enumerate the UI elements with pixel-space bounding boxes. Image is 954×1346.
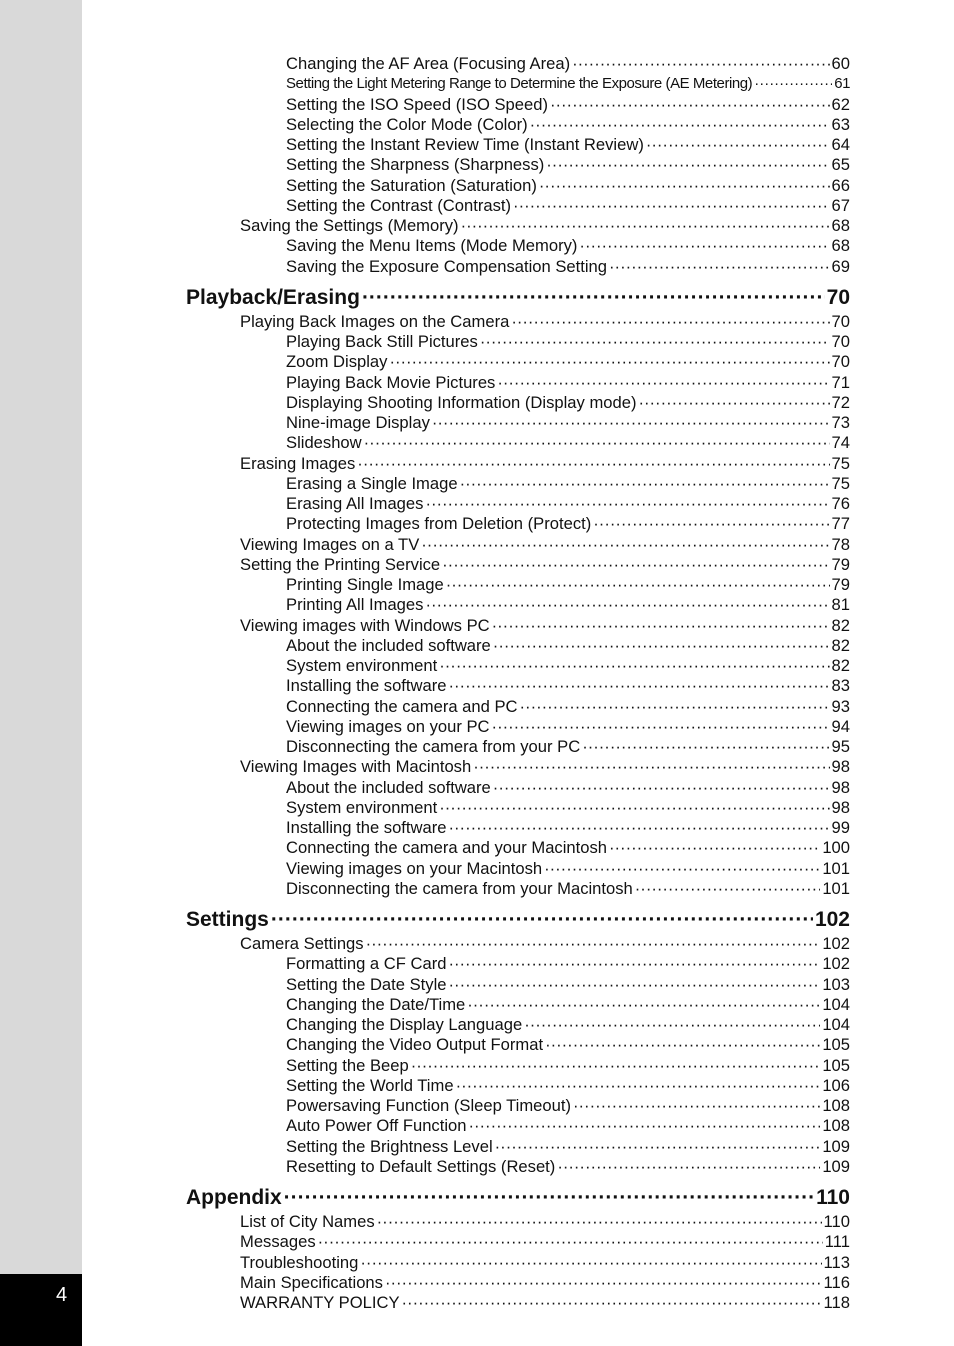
toc-leader-dots bbox=[425, 595, 829, 615]
toc-entry-title: Installing the software bbox=[286, 676, 447, 696]
toc-entry[interactable] bbox=[286, 595, 850, 615]
toc-entry-title: Disconnecting the camera from your Macintosh bbox=[286, 878, 633, 898]
toc-entry[interactable] bbox=[286, 332, 850, 352]
toc-entry-title: Playing Back Still Pictures bbox=[286, 332, 478, 351]
toc-entry-page: 79 bbox=[831, 575, 850, 594]
toc-leader-dots bbox=[480, 332, 830, 352]
toc-entry-title: List of City Names bbox=[240, 1212, 375, 1231]
toc-entry-title: Main Specifications bbox=[240, 1272, 383, 1292]
toc-entry-page: 69 bbox=[831, 256, 850, 276]
toc-leader-dots bbox=[460, 474, 830, 494]
toc-entry-title: Camera Settings bbox=[240, 934, 364, 953]
toc-entry[interactable] bbox=[286, 135, 850, 155]
toc-entry-title: Printing All Images bbox=[286, 595, 424, 615]
toc-entry-page: 70 bbox=[831, 332, 850, 351]
toc-leader-dots bbox=[572, 54, 829, 74]
toc-entry[interactable] bbox=[286, 1056, 850, 1076]
toc-leader-dots bbox=[385, 1273, 822, 1293]
toc-entry-title: System environment bbox=[286, 656, 438, 675]
toc-entry-title: Troubleshooting bbox=[240, 1252, 359, 1272]
toc-entry-title: Viewing images with Windows PC bbox=[240, 615, 490, 635]
toc-leader-dots bbox=[513, 196, 829, 216]
toc-entry-title: About the included software bbox=[286, 635, 491, 655]
toc-entry-page: 98 bbox=[831, 797, 850, 817]
toc-entry[interactable] bbox=[286, 575, 850, 595]
toc-leader-dots bbox=[609, 838, 820, 858]
toc-leader-dots bbox=[402, 1293, 822, 1313]
toc-entry-page: 64 bbox=[831, 135, 850, 154]
toc-entry-title: Slideshow bbox=[286, 433, 362, 453]
toc-entry-title: Setting the Sharpness (Sharpness) bbox=[286, 155, 545, 175]
toc-entry-page: 82 bbox=[831, 635, 850, 655]
toc-leader-dots bbox=[425, 494, 829, 514]
toc-entry[interactable] bbox=[286, 433, 850, 453]
toc-entry-title: Protecting Images from Deletion (Protect) bbox=[286, 514, 592, 534]
toc-entry[interactable] bbox=[286, 778, 850, 798]
toc-entry-title: Messages bbox=[240, 1232, 316, 1252]
toc-entry-title: Playing Back Images on the Camera bbox=[240, 311, 510, 331]
toc-entry[interactable] bbox=[240, 535, 850, 555]
toc-entry[interactable] bbox=[286, 1096, 850, 1116]
toc-entry[interactable] bbox=[286, 1157, 850, 1177]
toc-entry-title: Setting the Printing Service bbox=[240, 554, 441, 574]
toc-entry-page: 75 bbox=[831, 453, 850, 473]
toc-entry-page: 102 bbox=[822, 954, 850, 974]
toc-entry-title: Changing the AF Area (Focusing Area) bbox=[286, 54, 571, 73]
toc-entry-title: Saving the Menu Items (Mode Memory) bbox=[286, 236, 578, 256]
toc-entry[interactable] bbox=[286, 717, 850, 737]
toc-entry-page: 66 bbox=[831, 175, 850, 195]
toc-entry[interactable] bbox=[286, 115, 850, 135]
toc-entry[interactable] bbox=[286, 352, 850, 372]
toc-entry[interactable] bbox=[240, 1232, 850, 1252]
toc-entry-page: 74 bbox=[831, 433, 850, 453]
toc-entry[interactable] bbox=[240, 1273, 850, 1293]
toc-leader-dots bbox=[467, 995, 820, 1015]
toc-entry-page: 100 bbox=[822, 838, 850, 858]
toc-leader-dots bbox=[442, 555, 829, 575]
toc-entry-page: 68 bbox=[831, 236, 850, 256]
toc-entry[interactable] bbox=[240, 216, 850, 236]
toc-entry[interactable] bbox=[286, 373, 850, 393]
toc-entry-page: 105 bbox=[822, 1035, 850, 1055]
toc-entry-title: Viewing images on your PC bbox=[286, 716, 490, 736]
toc-entry-page: 109 bbox=[822, 1156, 850, 1176]
toc-entry[interactable] bbox=[286, 494, 850, 514]
toc-entry-page: 98 bbox=[831, 777, 850, 797]
toc-leader-dots bbox=[754, 74, 832, 94]
toc-leader-dots bbox=[609, 257, 830, 277]
toc-entry-title: Setting the Saturation (Saturation) bbox=[286, 175, 537, 195]
toc-entry-title: Setting the World Time bbox=[286, 1075, 454, 1095]
toc-entry-page: 77 bbox=[831, 514, 850, 534]
toc-entry-page: 99 bbox=[831, 818, 850, 837]
toc-leader-dots bbox=[524, 1015, 820, 1035]
toc-entry-page: 101 bbox=[822, 858, 850, 878]
toc-entry-page: 70 bbox=[826, 285, 850, 309]
toc-entry[interactable] bbox=[286, 995, 850, 1015]
toc-leader-dots bbox=[545, 1035, 820, 1055]
toc-entry[interactable] bbox=[286, 514, 850, 534]
toc-leader-dots bbox=[635, 879, 821, 899]
toc-leader-dots bbox=[530, 115, 830, 135]
toc-entry-page: 62 bbox=[831, 94, 850, 114]
toc-entry[interactable] bbox=[286, 636, 850, 656]
toc-leader-dots bbox=[520, 697, 830, 717]
toc-leader-dots bbox=[271, 907, 813, 933]
toc-entry[interactable] bbox=[286, 975, 850, 995]
toc-entry[interactable] bbox=[286, 656, 850, 676]
toc-entry-title: Connecting the camera and PC bbox=[286, 696, 518, 716]
toc-leader-dots bbox=[449, 975, 821, 995]
toc-leader-dots bbox=[473, 757, 829, 777]
toc-entry[interactable] bbox=[286, 818, 850, 838]
toc-entry-page: 72 bbox=[831, 392, 850, 412]
toc-entry-page: 102 bbox=[814, 908, 850, 931]
toc-entry-page: 75 bbox=[831, 473, 850, 493]
toc-entry[interactable] bbox=[286, 1116, 850, 1136]
toc-entry-page: 94 bbox=[831, 716, 850, 736]
toc-leader-dots bbox=[544, 859, 820, 879]
toc-entry-page: 93 bbox=[831, 696, 850, 716]
toc-entry-title: About the included software bbox=[286, 777, 491, 797]
toc-entry[interactable] bbox=[286, 1137, 850, 1157]
toc-entry-page: 60 bbox=[831, 54, 850, 73]
toc-entry-title: Changing the Video Output Format bbox=[286, 1035, 544, 1055]
toc-entry-page: 110 bbox=[816, 1186, 850, 1209]
toc-entry[interactable] bbox=[240, 555, 850, 575]
toc-entry-page: 82 bbox=[831, 656, 850, 675]
toc-leader-dots bbox=[495, 1137, 821, 1157]
toc-entry-title: Appendix bbox=[186, 1186, 282, 1209]
toc-entry-page: 118 bbox=[823, 1293, 850, 1312]
toc-entry-page: 76 bbox=[831, 494, 850, 513]
toc-entry-page: 61 bbox=[834, 75, 850, 93]
toc-entry-title: Settings bbox=[186, 908, 269, 931]
toc-entry[interactable] bbox=[286, 737, 850, 757]
toc-entry[interactable] bbox=[286, 155, 850, 175]
toc-entry-title: Setting the Date Style bbox=[286, 974, 447, 994]
toc-entry-title: Viewing images on your Macintosh bbox=[286, 858, 543, 878]
toc-leader-dots bbox=[284, 1185, 814, 1211]
toc-entry-title: Formatting a CF Card bbox=[286, 954, 447, 974]
toc-entry-title: Auto Power Off Function bbox=[286, 1116, 467, 1136]
toc-leader-dots bbox=[360, 1253, 821, 1273]
toc-entry[interactable] bbox=[240, 312, 850, 332]
toc-entry-title: Setting the Light Metering Range to Determine the Exposure (AE Metering) bbox=[286, 75, 753, 93]
toc-entry-title: Setting the Beep bbox=[286, 1055, 409, 1075]
toc-entry-page: 106 bbox=[822, 1075, 850, 1095]
toc-leader-dots bbox=[377, 1212, 822, 1232]
toc-leader-dots bbox=[573, 1096, 820, 1116]
toc-entry[interactable] bbox=[286, 954, 850, 974]
toc-leader-dots bbox=[579, 236, 829, 256]
toc-entry-page: 79 bbox=[831, 554, 850, 574]
toc-entry-page: 78 bbox=[831, 534, 850, 554]
toc-entry[interactable] bbox=[286, 697, 850, 717]
toc-entry-title: Displaying Shooting Information (Display mode) bbox=[286, 392, 637, 412]
toc-entry-page: 65 bbox=[831, 155, 850, 175]
toc-entry[interactable] bbox=[286, 1015, 850, 1035]
toc-entry-title: Erasing Images bbox=[240, 453, 356, 473]
toc-leader-dots bbox=[449, 676, 830, 696]
toc-entry-title: Setting the Instant Review Time (Instant Review) bbox=[286, 135, 644, 154]
toc-leader-dots bbox=[439, 798, 829, 818]
toc-entry-page: 113 bbox=[823, 1252, 850, 1272]
toc-section[interactable] bbox=[186, 907, 850, 933]
toc-entry[interactable] bbox=[286, 676, 850, 696]
toc-entry-title: Viewing Images on a TV bbox=[240, 534, 420, 554]
toc-entry[interactable] bbox=[286, 1076, 850, 1096]
toc-entry-title: Resetting to Default Settings (Reset) bbox=[286, 1156, 556, 1176]
toc-leader-dots bbox=[362, 285, 825, 311]
toc-entry-title: Connecting the camera and your Macintosh bbox=[286, 838, 607, 858]
toc-entry-page: 111 bbox=[824, 1232, 850, 1252]
toc-entry-title: Selecting the Color Mode (Color) bbox=[286, 114, 528, 134]
toc-entry-page: 83 bbox=[831, 676, 850, 696]
toc-entry-page: 98 bbox=[831, 757, 850, 777]
toc-entry[interactable] bbox=[286, 798, 850, 818]
toc-entry-title: Changing the Display Language bbox=[286, 1015, 523, 1034]
toc-entry-page: 102 bbox=[822, 934, 850, 953]
toc-entry[interactable] bbox=[286, 236, 850, 256]
toc-entry-page: 116 bbox=[823, 1272, 850, 1292]
toc-leader-dots bbox=[448, 954, 820, 974]
toc-section[interactable] bbox=[186, 285, 850, 311]
toc-leader-dots bbox=[449, 818, 830, 838]
toc-entry-title: System environment bbox=[286, 797, 438, 817]
toc-leader-dots bbox=[492, 616, 830, 636]
toc-entry-page: 73 bbox=[831, 413, 850, 432]
toc-entry-title: Printing Single Image bbox=[286, 575, 444, 594]
toc-entry[interactable] bbox=[286, 474, 850, 494]
toc-leader-dots bbox=[546, 155, 829, 175]
toc-leader-dots bbox=[646, 135, 830, 155]
toc-entry-page: 68 bbox=[831, 216, 850, 235]
toc-entry[interactable] bbox=[286, 879, 850, 899]
toc-entry-title: Playback/Erasing bbox=[186, 285, 360, 309]
toc-entry-page: 109 bbox=[822, 1136, 850, 1156]
toc-entry[interactable] bbox=[286, 838, 850, 858]
toc-entry[interactable] bbox=[240, 934, 850, 954]
toc-leader-dots bbox=[389, 352, 829, 372]
toc-entry-title: Powersaving Function (Sleep Timeout) bbox=[286, 1096, 571, 1115]
toc-entry-title: Disconnecting the camera from your PC bbox=[286, 737, 581, 756]
toc-entry-title: Setting the Contrast (Contrast) bbox=[286, 195, 512, 215]
toc-entry-page: 104 bbox=[822, 1015, 850, 1034]
toc-entry[interactable] bbox=[286, 196, 850, 216]
toc-section[interactable] bbox=[186, 1185, 850, 1211]
toc-entry-page: 101 bbox=[822, 878, 850, 898]
toc-leader-dots bbox=[364, 433, 830, 453]
toc-leader-dots bbox=[468, 1116, 820, 1136]
toc-leader-dots bbox=[550, 95, 830, 115]
toc-leader-dots bbox=[593, 514, 829, 534]
toc-entry-title: Erasing a Single Image bbox=[286, 473, 458, 493]
toc-entry[interactable] bbox=[286, 393, 850, 413]
toc-entry-title: Playing Back Movie Pictures bbox=[286, 372, 496, 392]
toc-entry[interactable] bbox=[286, 1035, 850, 1055]
toc-entry-title: Installing the software bbox=[286, 818, 447, 837]
toc-leader-dots bbox=[493, 636, 830, 656]
toc-entry[interactable] bbox=[286, 413, 850, 433]
toc-entry[interactable] bbox=[240, 454, 850, 474]
toc-leader-dots bbox=[318, 1232, 823, 1252]
toc-entry-title: Saving the Settings (Memory) bbox=[240, 216, 459, 235]
toc-leader-dots bbox=[492, 717, 830, 737]
toc-leader-dots bbox=[432, 413, 830, 433]
toc-entry-page: 67 bbox=[831, 195, 850, 215]
toc-entry[interactable] bbox=[240, 1293, 850, 1313]
toc-entry[interactable] bbox=[286, 859, 850, 879]
toc-entry-title: Setting the Brightness Level bbox=[286, 1136, 493, 1156]
toc-entry-title: WARRANTY POLICY bbox=[240, 1293, 400, 1312]
toc-leader-dots bbox=[357, 454, 829, 474]
toc-entry-page: 104 bbox=[822, 994, 850, 1014]
toc-entry-title: Viewing Images with Macintosh bbox=[240, 757, 472, 777]
toc-entry-page: 110 bbox=[823, 1212, 850, 1231]
toc-entry[interactable] bbox=[286, 54, 850, 74]
toc-entry[interactable] bbox=[286, 176, 850, 196]
toc-entry[interactable] bbox=[240, 1253, 850, 1273]
toc-leader-dots bbox=[638, 393, 829, 413]
toc-leader-dots bbox=[456, 1076, 821, 1096]
toc-leader-dots bbox=[446, 575, 830, 595]
toc-leader-dots bbox=[461, 216, 830, 236]
toc-entry-title: Changing the Date/Time bbox=[286, 994, 466, 1014]
toc-entry-page: 95 bbox=[831, 737, 850, 756]
toc-entry-page: 108 bbox=[822, 1096, 850, 1115]
toc-entry-title: Saving the Exposure Compensation Setting bbox=[286, 256, 608, 276]
toc-leader-dots bbox=[557, 1157, 820, 1177]
toc-entry-title: Erasing All Images bbox=[286, 494, 424, 513]
toc-entry[interactable] bbox=[286, 95, 850, 115]
toc-entry-page: 82 bbox=[831, 615, 850, 635]
toc-leader-dots bbox=[497, 373, 829, 393]
toc-entry-page: 63 bbox=[831, 114, 850, 134]
toc-entry-page: 108 bbox=[822, 1116, 850, 1136]
toc-leader-dots bbox=[439, 656, 829, 676]
toc-entry[interactable] bbox=[286, 257, 850, 277]
toc-entry[interactable] bbox=[240, 757, 850, 777]
toc-leader-dots bbox=[539, 176, 830, 196]
toc-entry-page: 105 bbox=[822, 1055, 850, 1075]
toc-entry-title: Nine-image Display bbox=[286, 413, 430, 432]
toc-leader-dots bbox=[511, 312, 829, 332]
toc-entry-title: Setting the ISO Speed (ISO Speed) bbox=[286, 94, 548, 114]
toc-entry[interactable] bbox=[240, 616, 850, 636]
toc-entry[interactable] bbox=[286, 74, 850, 94]
toc-entry-page: 71 bbox=[831, 372, 850, 392]
toc-entry-page: 81 bbox=[831, 595, 850, 615]
toc-leader-dots bbox=[366, 934, 821, 954]
toc-leader-dots bbox=[411, 1056, 821, 1076]
toc-leader-dots bbox=[493, 778, 830, 798]
toc-entry[interactable] bbox=[240, 1212, 850, 1232]
toc-entry-page: 70 bbox=[831, 311, 850, 331]
toc-entry-title: Zoom Display bbox=[286, 352, 388, 372]
toc-entry-page: 103 bbox=[822, 974, 850, 994]
toc-entry-page: 70 bbox=[831, 352, 850, 372]
toc-leader-dots bbox=[421, 535, 829, 555]
page-number: 4 bbox=[56, 1284, 68, 1306]
toc-leader-dots bbox=[582, 737, 829, 757]
